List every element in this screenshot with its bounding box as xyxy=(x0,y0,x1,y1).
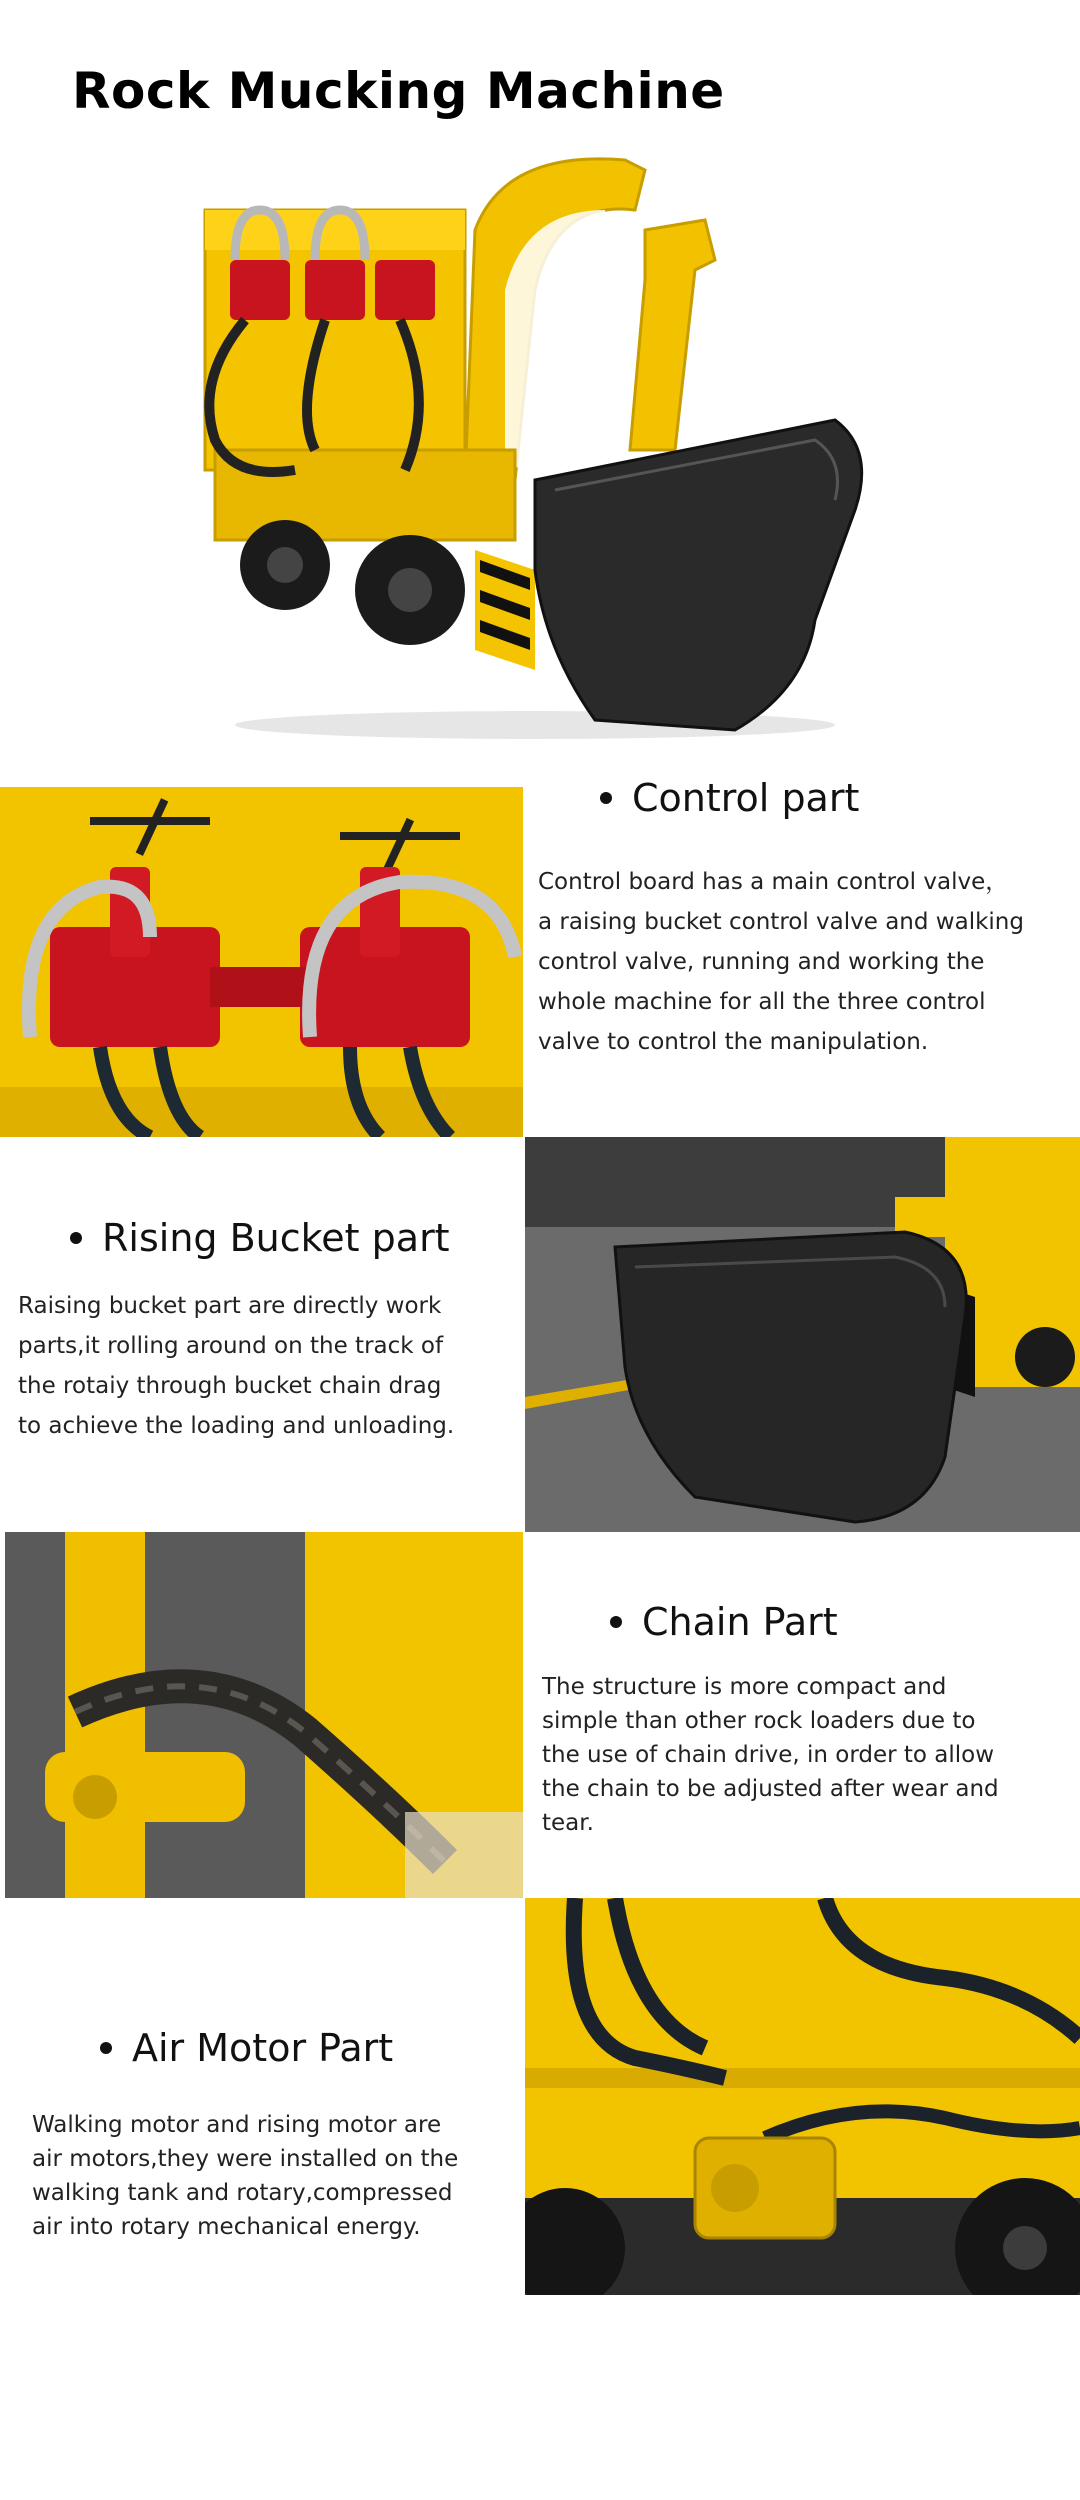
chain-part-heading xyxy=(610,1600,838,1644)
chain-part-photo xyxy=(5,1532,523,1898)
control-part-text: Control board has a main control valve， a raising bucket control valve and walking control valve, running and working the whole machine for all the three control valve to control the manipulation. xyxy=(538,869,1024,1055)
chain-part-title: Chain Part xyxy=(642,1600,838,1644)
air-motor-title: Air Motor Part xyxy=(132,2026,394,2070)
rising-bucket-title: Rising Bucket part xyxy=(102,1216,450,1260)
control-part-title: Control part xyxy=(632,776,860,820)
page-title: Rock Mucking Machine xyxy=(72,62,725,120)
chain-part-text: The structure is more compact and simple than other rock loaders due to the use of chain drive, in order to allow the chain to be adjusted after wear and tear. xyxy=(542,1674,999,1836)
air-motor-photo xyxy=(525,1898,1080,2295)
bullet-icon xyxy=(100,2042,112,2054)
bullet-icon xyxy=(610,1616,622,1628)
air-motor-heading xyxy=(100,2026,393,2070)
hero-machine-image xyxy=(175,150,895,750)
air-motor-text: Walking motor and rising motor are air motors,they were installed on the walking tank and rotary,compressed air into rotary mechanical energy. xyxy=(32,2112,459,2240)
rising-bucket-text: Raising bucket part are directly work parts,it rolling around on the track of the rotaiy through bucket chain drag to achieve the loading and unloading. xyxy=(18,1293,455,1439)
control-part-heading xyxy=(600,776,859,820)
rising-bucket-heading xyxy=(70,1216,450,1260)
control-part-photo xyxy=(0,787,523,1137)
bullet-icon xyxy=(600,792,612,804)
rising-bucket-photo xyxy=(525,1137,1080,1532)
bullet-icon xyxy=(70,1232,82,1244)
